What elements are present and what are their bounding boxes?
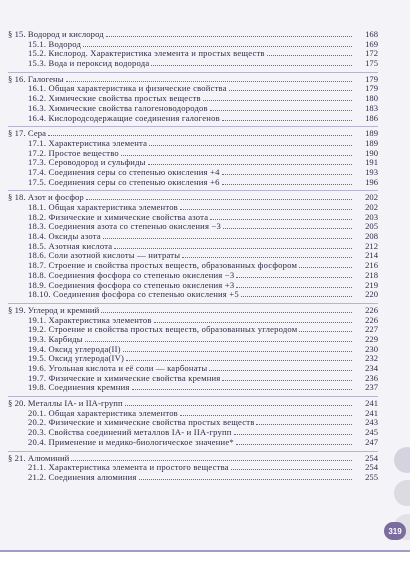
subsection-title: 17.2. Простое вещество <box>28 148 119 158</box>
subsection-title: 18.8. Соединения фосфора со степенью окисления −3 <box>28 270 235 280</box>
subsection-page-number: 243 <box>365 417 378 428</box>
section-heading-title: § 17. Сера <box>8 129 47 139</box>
subsection-page-number: 245 <box>365 427 378 438</box>
subsection-title: 19.1. Характеристика элементов <box>28 315 152 325</box>
dot-leader <box>180 203 352 210</box>
subsection-row <box>8 325 378 335</box>
section-heading-title: § 18. Азот и фосфор <box>8 193 84 203</box>
section-heading-row <box>8 30 378 40</box>
subsection-title: 18.3. Соединения азота со степенью окисления −3 <box>28 222 221 232</box>
subsection-title: 19.7. Физические и химические свойства кремния <box>28 373 221 383</box>
subsection-row <box>8 409 378 419</box>
dot-leader <box>236 271 352 278</box>
section-heading-title: § 20. Металлы IA- и IIA-групп <box>8 399 123 409</box>
subsection-page-number: 186 <box>365 112 378 123</box>
subsection-title: 15.3. Вода и пероксид водорода <box>28 59 150 69</box>
subsection-page-number: 218 <box>365 269 378 280</box>
dot-leader <box>210 104 352 111</box>
subsection-row <box>8 251 378 261</box>
subsection-title: 18.5. Азотная кислота <box>28 241 113 251</box>
subsection-page-number: 241 <box>365 407 378 418</box>
toc-section <box>8 396 378 450</box>
dot-leader <box>139 473 352 480</box>
subsection-page-number: 183 <box>365 102 378 113</box>
dot-leader <box>256 418 352 425</box>
subsection-page-number: 189 <box>365 137 378 148</box>
subsection-page-number: 255 <box>365 471 378 482</box>
subsection-title: 20.3. Свойства соединений металлов IA- и IIA-групп <box>28 428 232 438</box>
subsection-title: 18.7. Строение и свойства простых веществ, образованных фосфором <box>28 261 298 271</box>
subsection-title: 16.4. Кислородсодержащие соединения галогенов <box>28 113 220 123</box>
subsection-title: 17.1. Характеристика элемента <box>28 138 148 148</box>
subsection-row <box>8 149 378 159</box>
section-heading-row <box>8 454 378 464</box>
subsection-title: 20.2. Физические и химические свойства простых веществ <box>28 418 255 428</box>
subsection-title: 15.2. Кислород. Характеристика элемента и простых веществ <box>28 49 265 59</box>
subsection-title: 15.1. Водород <box>28 39 82 49</box>
subsection-title: 17.3. Сероводород и сульфиды <box>28 158 146 168</box>
subsection-row <box>8 203 378 213</box>
subsection-row <box>8 158 378 168</box>
subsection-title: 19.2. Строение и свойства простых веществ, образованных углеродом <box>28 325 298 335</box>
dot-leader <box>114 242 352 249</box>
section-heading-title: § 16. Галогены <box>8 74 64 84</box>
subsection-title: 21.1. Характеристика элемента и простого вещества <box>28 463 229 473</box>
dot-leader <box>154 316 352 323</box>
subsection-page-number: 227 <box>365 324 378 335</box>
section-heading-row <box>8 129 378 139</box>
dot-leader <box>209 364 352 371</box>
subsection-page-number: 202 <box>365 202 378 212</box>
dot-leader <box>71 454 352 461</box>
subsection-page-number: 208 <box>365 231 378 242</box>
dot-leader <box>222 178 352 185</box>
subsection-row <box>8 114 378 124</box>
dot-leader <box>66 75 352 82</box>
subsection-title: 19.3. Карбиды <box>28 334 83 344</box>
dot-leader <box>123 345 352 352</box>
dot-leader <box>267 49 352 56</box>
section-heading-row <box>8 75 378 85</box>
dot-leader <box>222 374 352 381</box>
subsection-row <box>8 473 378 483</box>
dot-leader <box>223 222 352 229</box>
subsection-page-number: 226 <box>365 314 378 325</box>
subsection-row <box>8 345 378 355</box>
subsection-row <box>8 261 378 271</box>
dot-leader <box>222 168 352 175</box>
toc-section <box>8 30 378 72</box>
dot-leader <box>151 59 352 66</box>
subsection-page-number: 214 <box>365 250 378 261</box>
subsection-title: 16.3. Химические свойства галогеноводородов <box>28 103 208 113</box>
subsection-title: 18.4. Оксиды азота <box>28 232 101 242</box>
section-heading-row <box>8 306 378 316</box>
subsection-title: 19.6. Угольная кислота и её соли — карбонаты <box>28 364 208 373</box>
toc-section <box>8 126 378 190</box>
subsection-title: 21.2. Соединения алюминия <box>28 472 137 482</box>
subsection-row <box>8 364 378 374</box>
dot-leader <box>125 399 352 406</box>
dot-leader <box>103 232 352 239</box>
chapter-tab-marker <box>394 480 410 506</box>
dot-leader <box>210 213 352 220</box>
dot-leader <box>231 463 352 470</box>
subsection-row <box>8 383 378 393</box>
subsection-row <box>8 232 378 242</box>
subsection-title: 17.4. Соединения серы со степенью окисления +4 <box>28 167 220 177</box>
subsection-page-number: 212 <box>365 240 378 251</box>
subsection-row <box>8 428 378 438</box>
subsection-row <box>8 290 378 300</box>
subsection-page-number: 216 <box>365 260 378 271</box>
toc-section <box>8 303 378 396</box>
dot-leader <box>222 114 352 121</box>
subsection-title: 20.4. Применение и медико-биологическое значение* <box>28 437 234 447</box>
subsection-row <box>8 49 378 59</box>
subsection-page-number: 179 <box>365 83 378 94</box>
subsection-title: 18.1. Общая характеристика элементов <box>28 203 178 212</box>
page-number-badge: 319 <box>384 522 406 540</box>
dot-leader <box>234 428 352 435</box>
subsection-page-number: 172 <box>365 48 378 59</box>
subsection-page-number: 219 <box>365 279 378 290</box>
dot-leader <box>299 325 352 332</box>
section-heading-title: § 21. Алюминий <box>8 453 70 463</box>
subsection-page-number: 175 <box>365 58 378 69</box>
subsection-title: 19.4. Оксид углерода(II) <box>28 344 121 354</box>
dot-leader <box>236 281 352 288</box>
section-heading-page-number: 168 <box>365 29 378 39</box>
subsection-row <box>8 354 378 364</box>
subsection-title: 18.6. Соли азотной кислоты — нитраты <box>28 251 181 261</box>
subsection-row <box>8 213 378 223</box>
subsection-page-number: 232 <box>365 353 378 364</box>
section-heading-page-number: 254 <box>365 452 378 463</box>
section-heading-title: § 15. Водород и кислород <box>8 30 104 39</box>
section-heading-page-number: 179 <box>365 73 378 84</box>
chapter-tab-marker <box>394 447 410 473</box>
subsection-page-number: 180 <box>365 93 378 104</box>
subsection-page-number: 236 <box>365 372 378 383</box>
subsection-title: 18.10. Соединения фосфора со степенью окисления +5 <box>28 290 239 300</box>
dot-leader <box>203 94 352 101</box>
dot-leader <box>101 306 352 313</box>
footer-margin <box>0 552 410 570</box>
subsection-page-number: 220 <box>365 289 378 300</box>
subsection-row <box>8 104 378 114</box>
dot-leader <box>149 139 352 146</box>
subsection-row <box>8 222 378 232</box>
subsection-page-number: 205 <box>365 221 378 232</box>
subsection-row <box>8 316 378 326</box>
subsection-row <box>8 40 378 50</box>
subsection-row <box>8 281 378 291</box>
subsection-page-number: 229 <box>365 333 378 344</box>
subsection-row <box>8 168 378 178</box>
dot-leader <box>180 409 352 416</box>
table-of-contents <box>8 30 378 486</box>
subsection-page-number: 203 <box>365 211 378 222</box>
subsection-page-number: 234 <box>365 363 378 373</box>
subsection-row <box>8 374 378 384</box>
dot-leader <box>182 251 352 258</box>
subsection-page-number: 230 <box>365 343 378 354</box>
dot-leader <box>236 438 352 445</box>
page-edge-sidebar <box>382 0 410 570</box>
subsection-row <box>8 271 378 281</box>
toc-section <box>8 72 378 126</box>
dot-leader <box>121 149 352 156</box>
section-heading-page-number: 202 <box>365 192 378 203</box>
subsection-page-number: 254 <box>365 462 378 473</box>
subsection-page-number: 247 <box>365 436 378 447</box>
subsection-title: 18.9. Соединения фосфора со степенью окисления +3 <box>28 280 235 290</box>
section-heading-row <box>8 399 378 409</box>
subsection-row <box>8 242 378 252</box>
subsection-title: 20.1. Общая характеристика элементов <box>28 408 178 418</box>
subsection-page-number: 191 <box>365 157 378 168</box>
toc-section <box>8 451 378 486</box>
toc-section <box>8 190 378 303</box>
dot-leader <box>241 290 352 297</box>
dot-leader <box>148 158 352 165</box>
dot-leader <box>86 193 352 200</box>
dot-leader <box>126 354 352 361</box>
dot-leader <box>48 129 352 136</box>
section-heading-page-number: 189 <box>365 128 378 139</box>
subsection-page-number: 196 <box>365 176 378 187</box>
subsection-row <box>8 178 378 188</box>
dot-leader <box>83 40 352 47</box>
dot-leader <box>85 335 352 342</box>
dot-leader <box>229 84 352 91</box>
dot-leader <box>132 383 352 390</box>
subsection-row <box>8 139 378 149</box>
subsection-row <box>8 438 378 448</box>
subsection-row <box>8 463 378 473</box>
subsection-title: 18.2. Физические и химические свойства азота <box>28 212 209 222</box>
subsection-row <box>8 84 378 94</box>
section-heading-page-number: 241 <box>365 398 378 409</box>
subsection-row <box>8 94 378 104</box>
subsection-title: 16.2. Химические свойства простых веществ <box>28 94 201 104</box>
section-heading-page-number: 226 <box>365 304 378 315</box>
subsection-row <box>8 418 378 428</box>
subsection-row <box>8 335 378 345</box>
subsection-page-number: 169 <box>365 38 378 49</box>
subsection-title: 19.5. Оксид углерода(IV) <box>28 354 125 364</box>
subsection-title: 16.1. Общая характеристика и физические свойства <box>28 84 227 94</box>
section-heading-row <box>8 193 378 203</box>
subsection-title: 19.8. Соединения кремния <box>28 383 130 393</box>
subsection-title: 17.5. Соединения серы со степенью окисления +6 <box>28 177 220 187</box>
section-heading-title: § 19. Углерод и кремний <box>8 305 100 315</box>
dot-leader <box>299 261 352 268</box>
subsection-page-number: 190 <box>365 147 378 158</box>
subsection-page-number: 193 <box>365 166 378 177</box>
subsection-page-number: 237 <box>365 382 378 393</box>
dot-leader <box>106 30 352 37</box>
subsection-row <box>8 59 378 69</box>
